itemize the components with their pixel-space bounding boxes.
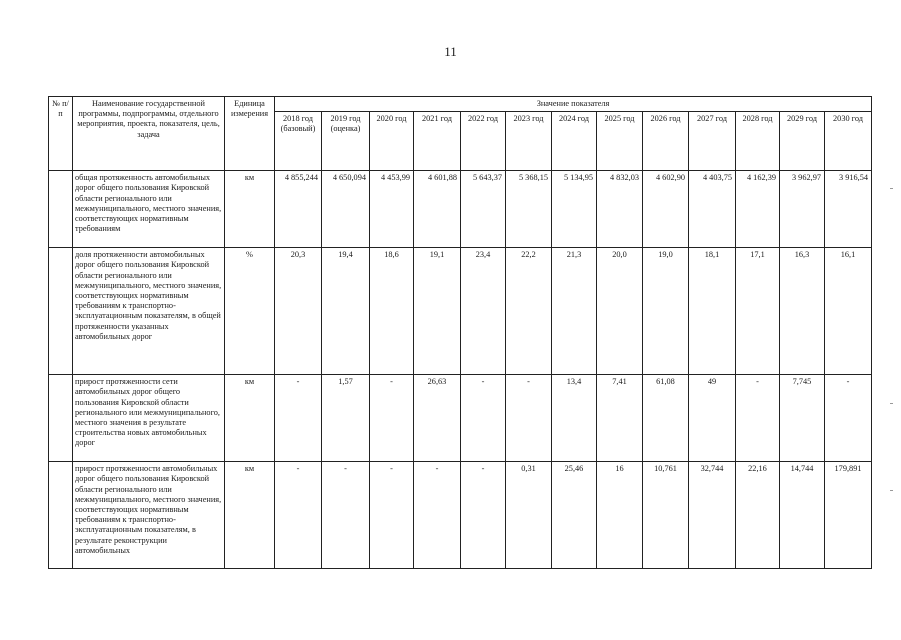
row-unit: км [225,462,275,569]
value-cell: 5 368,15 [506,171,552,248]
row-num [49,462,73,569]
value-cell: 23,4 [461,248,506,375]
table-row [49,375,872,462]
value-cell: 16,3 [780,248,825,375]
value-cell: 4 855,244 [275,171,322,248]
indicators-table [48,96,872,569]
value-cell: 4 650,094 [322,171,370,248]
value-cell: 16,1 [825,248,872,375]
value-cell: - [275,375,322,462]
value-cell: 5 134,95 [552,171,597,248]
value-cell: 20,0 [597,248,643,375]
value-cell: 22,16 [736,462,780,569]
value-cell: 19,0 [643,248,689,375]
value-cell: 7,41 [597,375,643,462]
value-cell: 49 [689,375,736,462]
value-cell: 32,744 [689,462,736,569]
year-header: 2019 год (оценка) [322,112,370,171]
value-cell: 22,2 [506,248,552,375]
value-cell: - [370,375,414,462]
value-cell: 4 832,03 [597,171,643,248]
value-cell: - [461,462,506,569]
value-cell: 3 916,54 [825,171,872,248]
value-cell: 26,63 [414,375,461,462]
value-cell: 18,1 [689,248,736,375]
value-cell: - [506,375,552,462]
value-cell: 4 453,99 [370,171,414,248]
table-row [49,462,872,569]
value-cell: - [322,462,370,569]
row-name: прирост протяженности автомобильных дорог общего пользования Кировской области регионального или межмуниципального, местного значения, соответствующих нормативным требованиям к транспортно-эксплуатационным показателям, в результате реконструкции автомобильных [73,462,225,569]
value-cell: 17,1 [736,248,780,375]
row-unit: км [225,171,275,248]
value-cell: - [461,375,506,462]
year-header: 2025 год [597,112,643,171]
value-cell: 4 403,75 [689,171,736,248]
value-cell: 61,08 [643,375,689,462]
year-header: 2022 год [461,112,506,171]
value-cell: 19,4 [322,248,370,375]
year-header: 2024 год [552,112,597,171]
year-header: 2030 год [825,112,872,171]
row-unit: % [225,248,275,375]
value-cell: 19,1 [414,248,461,375]
value-cell: 25,46 [552,462,597,569]
value-cell: 21,3 [552,248,597,375]
year-header: 2021 год [414,112,461,171]
value-cell: 5 643,37 [461,171,506,248]
value-cell: - [736,375,780,462]
value-cell: 4 602,90 [643,171,689,248]
value-cell: 179,891 [825,462,872,569]
value-cell: 14,744 [780,462,825,569]
page-number: 11 [444,44,457,59]
value-cell: 10,761 [643,462,689,569]
header-row [49,97,872,112]
table-row [49,171,872,248]
scan-mark [890,188,893,189]
value-cell: - [370,462,414,569]
value-cell: 4 162,39 [736,171,780,248]
year-header: 2026 год [643,112,689,171]
value-cell: 0,31 [506,462,552,569]
row-unit: км [225,375,275,462]
year-header: 2027 год [689,112,736,171]
value-cell: - [275,462,322,569]
table-row [49,248,872,375]
year-header: 2020 год [370,112,414,171]
value-cell: 4 601,88 [414,171,461,248]
row-num [49,171,73,248]
value-cell: 20,3 [275,248,322,375]
row-name: доля протяженности автомобильных дорог общего пользования Кировской области регионального или межмуниципального, местного значения, соответствующих нормативным требованиям к транспортно-эксплуатационным показателям, в общей протяженности указанных автомобильных дорог [73,248,225,375]
row-name: прирост протяженности сети автомобильных дорог общего пользования Кировской области регионального или межмуниципального, местного значения в результате строительства новых автомобильных дорог [73,375,225,462]
value-cell: 16 [597,462,643,569]
header-num: № п/п [49,97,73,171]
value-cell: - [825,375,872,462]
scan-mark [890,490,893,491]
header-name: Наименование государственной программы, подпрограммы, отдельного мероприятия, проекта, показателя, цель, задача [73,97,225,171]
value-cell: - [414,462,461,569]
value-cell: 7,745 [780,375,825,462]
year-header: 2023 год [506,112,552,171]
year-header: 2028 год [736,112,780,171]
header-unit: Единица измерения [225,97,275,171]
row-name: общая протяженность автомобильных дорог общего пользования Кировской области регионального или межмуниципального, местного значения, соответствующих нормативным требованиям [73,171,225,248]
year-header: 2018 год (базовый) [275,112,322,171]
value-cell: 1,57 [322,375,370,462]
year-header: 2029 год [780,112,825,171]
value-cell: 13,4 [552,375,597,462]
row-num [49,248,73,375]
value-cell: 3 962,97 [780,171,825,248]
value-cell: 18,6 [370,248,414,375]
header-value: Значение показателя [275,97,872,112]
scan-mark [890,403,893,404]
row-num [49,375,73,462]
